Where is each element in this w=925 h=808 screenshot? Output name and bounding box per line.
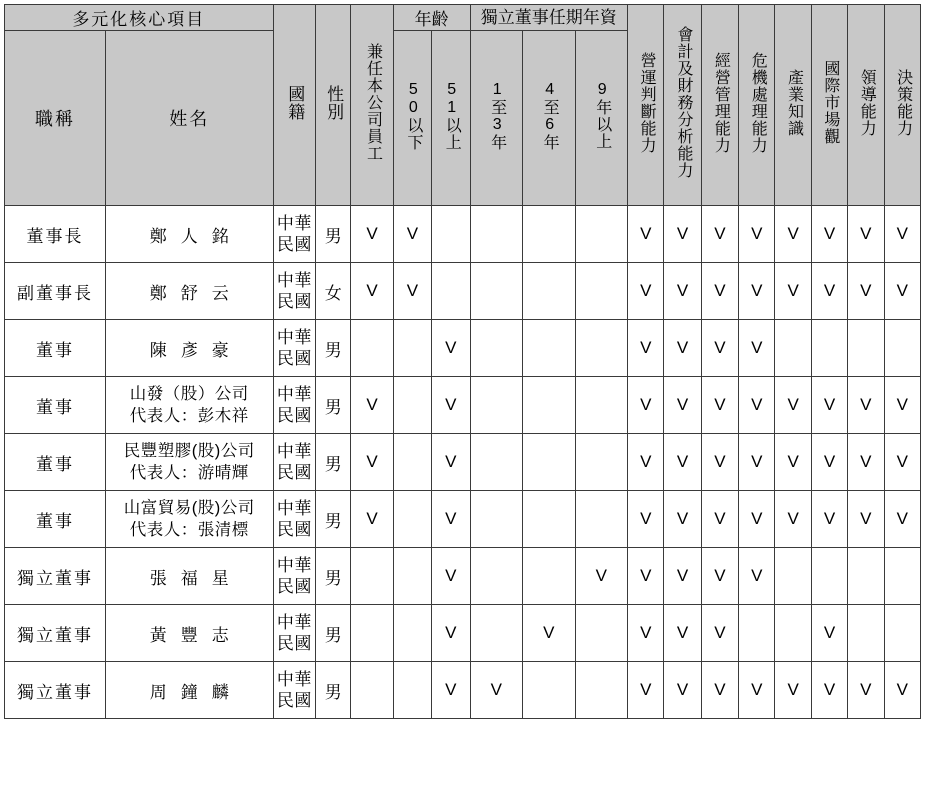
cell-leadership: V xyxy=(848,263,884,320)
header-diversity-core-items: 多元化核心項目 xyxy=(5,5,274,31)
cell-crisis: V xyxy=(739,548,775,605)
cell-nationality-line1: 中華 xyxy=(276,327,312,347)
cell-name-line2: 代表人：游晴輝 xyxy=(129,464,249,482)
cell-employee xyxy=(351,320,393,377)
cell-industry: V xyxy=(775,434,811,491)
header-industry xyxy=(775,5,811,206)
cell-tenure-9plus xyxy=(575,206,628,263)
cell-nationality-line1: 中華 xyxy=(276,555,312,575)
header-name xyxy=(105,31,273,206)
header-nationality-label: 國籍 xyxy=(285,84,305,121)
cell-age-under50 xyxy=(393,662,431,719)
cell-accounting: V xyxy=(664,491,701,548)
cell-age-under50 xyxy=(393,320,431,377)
cell-nationality-line2: 民國 xyxy=(276,292,312,311)
cell-name xyxy=(105,320,273,377)
cell-tenure-9plus xyxy=(575,662,628,719)
cell-age-over51: V xyxy=(432,434,470,491)
cell-management: V xyxy=(701,548,738,605)
cell-tenure-4-6: V xyxy=(523,605,576,662)
cell-age-over51: V xyxy=(432,605,470,662)
cell-employee: V xyxy=(351,491,393,548)
cell-age-under50 xyxy=(393,548,431,605)
header-international xyxy=(811,5,847,206)
cell-age-under50 xyxy=(393,491,431,548)
cell-age-under50 xyxy=(393,605,431,662)
cell-management: V xyxy=(701,491,738,548)
cell-operation: V xyxy=(628,263,664,320)
header-title xyxy=(5,31,106,206)
cell-operation: V xyxy=(628,434,664,491)
table-header xyxy=(5,5,921,206)
cell-name-text: 黃豐志 xyxy=(149,625,243,645)
header-name-label: 姓名 xyxy=(169,109,210,129)
header-management xyxy=(701,5,738,206)
cell-nationality-line2: 民國 xyxy=(276,349,312,368)
cell-gender: 男 xyxy=(316,548,351,605)
cell-management: V xyxy=(701,377,738,434)
cell-gender: 男 xyxy=(316,377,351,434)
cell-age-over51: V xyxy=(432,548,470,605)
cell-nationality-line2: 民國 xyxy=(276,235,312,254)
cell-name-line1: 民豐塑膠(股)公司 xyxy=(123,441,255,460)
cell-nationality-line2: 民國 xyxy=(276,406,312,425)
cell-tenure-9plus xyxy=(575,491,628,548)
cell-decision: V xyxy=(884,434,921,491)
cell-age-over51: V xyxy=(432,491,470,548)
header-tenure-4-6 xyxy=(523,31,576,206)
cell-nationality xyxy=(273,662,315,719)
cell-age-over51 xyxy=(432,206,470,263)
cell-accounting: V xyxy=(664,377,701,434)
cell-age-under50: V xyxy=(393,206,431,263)
cell-decision: V xyxy=(884,206,921,263)
cell-leadership: V xyxy=(848,434,884,491)
cell-tenure-4-6 xyxy=(523,548,576,605)
cell-gender: 男 xyxy=(316,491,351,548)
cell-operation: V xyxy=(628,491,664,548)
cell-gender: 男 xyxy=(316,320,351,377)
cell-management: V xyxy=(701,434,738,491)
cell-gender: 男 xyxy=(316,206,351,263)
header-crisis-label: 危機處理能力 xyxy=(749,51,767,154)
cell-name xyxy=(105,206,273,263)
cell-decision: V xyxy=(884,662,921,719)
cell-decision: V xyxy=(884,377,921,434)
cell-employee: V xyxy=(351,263,393,320)
cell-decision xyxy=(884,605,921,662)
table-row xyxy=(5,662,921,719)
cell-name-line1: 山富貿易(股)公司 xyxy=(123,498,255,517)
header-tenure-1-3-label: 1至3年 xyxy=(488,80,506,151)
header-management-label: 經營管理能力 xyxy=(712,51,730,154)
header-decision xyxy=(884,5,921,206)
cell-nationality xyxy=(273,605,315,662)
cell-leadership: V xyxy=(848,662,884,719)
cell-operation: V xyxy=(628,320,664,377)
cell-title: 董事 xyxy=(5,491,106,548)
cell-tenure-4-6 xyxy=(523,206,576,263)
cell-title: 獨立董事 xyxy=(5,548,106,605)
cell-tenure-1-3 xyxy=(470,206,523,263)
cell-tenure-1-3 xyxy=(470,377,523,434)
header-nationality xyxy=(273,5,315,206)
cell-tenure-1-3 xyxy=(470,605,523,662)
cell-title: 獨立董事 xyxy=(5,605,106,662)
cell-age-under50: V xyxy=(393,263,431,320)
cell-accounting: V xyxy=(664,662,701,719)
cell-accounting: V xyxy=(664,320,701,377)
cell-leadership xyxy=(848,320,884,377)
header-gender-label: 性別 xyxy=(324,84,344,121)
table-row xyxy=(5,605,921,662)
cell-tenure-4-6 xyxy=(523,320,576,377)
cell-name-line1: 山發（股）公司 xyxy=(129,384,249,403)
cell-name xyxy=(105,491,273,548)
cell-international: V xyxy=(811,377,847,434)
table-body xyxy=(5,206,921,719)
table-row xyxy=(5,320,921,377)
cell-tenure-1-3: V xyxy=(470,662,523,719)
cell-tenure-1-3 xyxy=(470,263,523,320)
cell-nationality-line2: 民國 xyxy=(276,691,312,710)
cell-management: V xyxy=(701,320,738,377)
cell-industry xyxy=(775,548,811,605)
cell-tenure-4-6 xyxy=(523,434,576,491)
cell-title: 副董事長 xyxy=(5,263,106,320)
cell-name xyxy=(105,434,273,491)
header-tenure-1-3 xyxy=(470,31,523,206)
cell-age-over51: V xyxy=(432,662,470,719)
cell-operation: V xyxy=(628,605,664,662)
cell-industry: V xyxy=(775,263,811,320)
header-leadership-label: 領導能力 xyxy=(858,68,876,137)
header-employee-label: 兼任本公司員工 xyxy=(364,43,382,162)
cell-employee xyxy=(351,605,393,662)
cell-age-over51 xyxy=(432,263,470,320)
header-operation xyxy=(628,5,664,206)
header-leadership xyxy=(848,5,884,206)
cell-leadership: V xyxy=(848,377,884,434)
cell-tenure-1-3 xyxy=(470,491,523,548)
table-row xyxy=(5,548,921,605)
cell-tenure-1-3 xyxy=(470,548,523,605)
cell-accounting: V xyxy=(664,263,701,320)
cell-employee: V xyxy=(351,206,393,263)
table-row xyxy=(5,491,921,548)
cell-name xyxy=(105,662,273,719)
cell-crisis: V xyxy=(739,320,775,377)
cell-tenure-9plus xyxy=(575,605,628,662)
cell-management: V xyxy=(701,605,738,662)
cell-name xyxy=(105,548,273,605)
table-row xyxy=(5,434,921,491)
cell-tenure-1-3 xyxy=(470,320,523,377)
cell-decision: V xyxy=(884,491,921,548)
cell-leadership xyxy=(848,605,884,662)
cell-nationality xyxy=(273,434,315,491)
header-operation-label: 營運判斷能力 xyxy=(638,51,656,154)
cell-name-text: 張福星 xyxy=(149,568,243,588)
header-industry-label: 產業知識 xyxy=(785,68,803,137)
cell-age-under50 xyxy=(393,377,431,434)
header-tenure-9plus xyxy=(575,31,628,206)
cell-gender: 女 xyxy=(316,263,351,320)
cell-crisis: V xyxy=(739,662,775,719)
header-decision-label: 決策能力 xyxy=(894,68,912,137)
cell-title: 董事 xyxy=(5,320,106,377)
cell-tenure-4-6 xyxy=(523,491,576,548)
header-age-group: 年齡 xyxy=(393,5,470,31)
cell-international: V xyxy=(811,206,847,263)
cell-industry xyxy=(775,320,811,377)
cell-leadership: V xyxy=(848,206,884,263)
cell-international: V xyxy=(811,605,847,662)
cell-crisis: V xyxy=(739,434,775,491)
header-tenure-group: 獨立董事任期年資 xyxy=(470,5,628,31)
cell-tenure-4-6 xyxy=(523,662,576,719)
header-age-over51 xyxy=(432,31,470,206)
header-age-over51-label: 51以上 xyxy=(443,80,461,151)
cell-nationality xyxy=(273,206,315,263)
cell-tenure-9plus xyxy=(575,434,628,491)
cell-title: 董事 xyxy=(5,377,106,434)
board-diversity-matrix xyxy=(4,4,921,719)
cell-decision xyxy=(884,320,921,377)
cell-accounting: V xyxy=(664,206,701,263)
table-row xyxy=(5,263,921,320)
cell-operation: V xyxy=(628,662,664,719)
cell-nationality-line2: 民國 xyxy=(276,463,312,482)
cell-name xyxy=(105,605,273,662)
header-age-under50 xyxy=(393,31,431,206)
cell-international xyxy=(811,320,847,377)
cell-nationality-line1: 中華 xyxy=(276,612,312,632)
cell-industry: V xyxy=(775,491,811,548)
cell-decision xyxy=(884,548,921,605)
cell-international: V xyxy=(811,491,847,548)
cell-nationality-line1: 中華 xyxy=(276,213,312,233)
header-tenure-9plus-label: 9年以上 xyxy=(593,81,611,150)
cell-leadership xyxy=(848,548,884,605)
cell-age-over51: V xyxy=(432,377,470,434)
cell-age-under50 xyxy=(393,434,431,491)
header-title-label: 職稱 xyxy=(34,109,75,129)
cell-international xyxy=(811,548,847,605)
cell-crisis: V xyxy=(739,491,775,548)
header-employee xyxy=(351,5,393,206)
cell-nationality-line1: 中華 xyxy=(276,441,312,461)
cell-nationality-line2: 民國 xyxy=(276,577,312,596)
cell-nationality xyxy=(273,377,315,434)
cell-crisis: V xyxy=(739,263,775,320)
cell-industry: V xyxy=(775,662,811,719)
header-row-1 xyxy=(5,5,921,31)
header-crisis xyxy=(739,5,775,206)
cell-name-text: 鄭舒云 xyxy=(149,283,243,303)
cell-crisis: V xyxy=(739,377,775,434)
cell-crisis xyxy=(739,605,775,662)
cell-management: V xyxy=(701,263,738,320)
cell-international: V xyxy=(811,662,847,719)
table-row xyxy=(5,377,921,434)
cell-tenure-9plus xyxy=(575,320,628,377)
header-international-label: 國際市場觀 xyxy=(821,60,839,145)
cell-name xyxy=(105,377,273,434)
cell-industry xyxy=(775,605,811,662)
cell-accounting: V xyxy=(664,605,701,662)
cell-tenure-4-6 xyxy=(523,377,576,434)
cell-tenure-9plus xyxy=(575,263,628,320)
cell-operation: V xyxy=(628,206,664,263)
cell-management: V xyxy=(701,662,738,719)
cell-leadership: V xyxy=(848,491,884,548)
cell-accounting: V xyxy=(664,434,701,491)
header-gender xyxy=(316,5,351,206)
cell-name-text: 鄭人銘 xyxy=(149,226,243,246)
cell-employee xyxy=(351,548,393,605)
cell-operation: V xyxy=(628,548,664,605)
cell-nationality-line2: 民國 xyxy=(276,520,312,539)
cell-management: V xyxy=(701,206,738,263)
cell-international: V xyxy=(811,263,847,320)
table-row xyxy=(5,206,921,263)
header-tenure-4-6-label: 4至6年 xyxy=(541,80,559,151)
header-accounting-label: 會計及財務分析能力 xyxy=(674,26,692,179)
cell-employee: V xyxy=(351,377,393,434)
cell-tenure-9plus: V xyxy=(575,548,628,605)
cell-title: 董事長 xyxy=(5,206,106,263)
cell-nationality-line1: 中華 xyxy=(276,669,312,689)
cell-operation: V xyxy=(628,377,664,434)
cell-nationality-line2: 民國 xyxy=(276,634,312,653)
cell-nationality xyxy=(273,548,315,605)
cell-nationality-line1: 中華 xyxy=(276,384,312,404)
cell-nationality-line1: 中華 xyxy=(276,270,312,290)
cell-name xyxy=(105,263,273,320)
cell-tenure-1-3 xyxy=(470,434,523,491)
cell-name-text: 陳彥豪 xyxy=(149,340,243,360)
header-age-under50-label: 50以下 xyxy=(404,80,422,151)
cell-title: 獨立董事 xyxy=(5,662,106,719)
cell-industry: V xyxy=(775,206,811,263)
cell-decision: V xyxy=(884,263,921,320)
cell-nationality xyxy=(273,263,315,320)
cell-gender: 男 xyxy=(316,434,351,491)
cell-title: 董事 xyxy=(5,434,106,491)
cell-tenure-4-6 xyxy=(523,263,576,320)
cell-gender: 男 xyxy=(316,662,351,719)
cell-nationality xyxy=(273,320,315,377)
cell-crisis: V xyxy=(739,206,775,263)
cell-employee: V xyxy=(351,434,393,491)
cell-name-line2: 代表人：彭木祥 xyxy=(129,407,249,425)
cell-nationality-line1: 中華 xyxy=(276,498,312,518)
cell-nationality xyxy=(273,491,315,548)
cell-age-over51: V xyxy=(432,320,470,377)
header-accounting xyxy=(664,5,701,206)
cell-tenure-9plus xyxy=(575,377,628,434)
cell-international: V xyxy=(811,434,847,491)
cell-name-line2: 代表人：張清標 xyxy=(129,521,249,539)
cell-name-text: 周鐘麟 xyxy=(149,682,243,702)
cell-accounting: V xyxy=(664,548,701,605)
cell-industry: V xyxy=(775,377,811,434)
cell-employee xyxy=(351,662,393,719)
cell-gender: 男 xyxy=(316,605,351,662)
